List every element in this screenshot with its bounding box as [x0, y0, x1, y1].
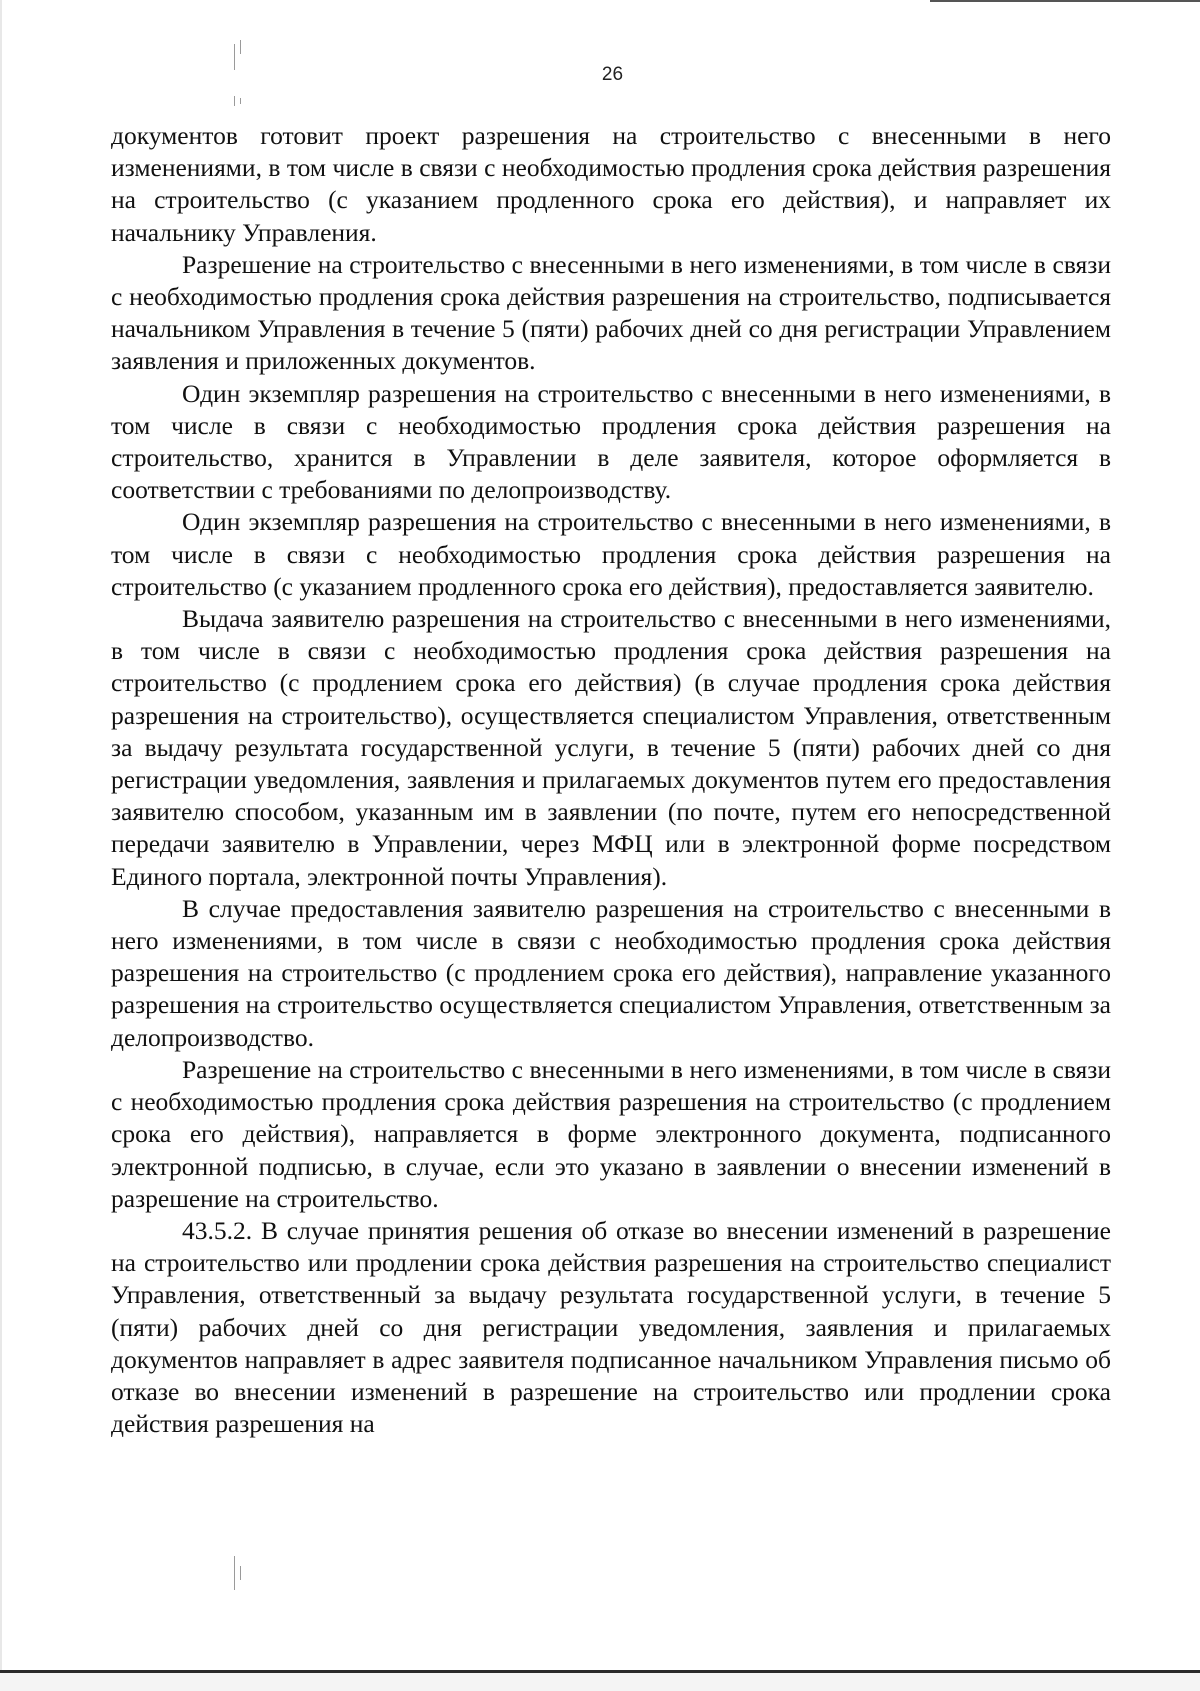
paragraph: 43.5.2. В случае принятия решения об отказе во внесении изменений в разрешение на строительство или продлении срока действия разрешения на строительство специалист Управления, ответственный за выдачу результата государственной услуги, в течение 5 (пяти) рабочих дней со дня регистрации уведомления, заявления и прилагаемых документов направляет в адрес заявителя подписанное начальником Управления письмо об отказе во внесении изменений в разрешение на строительство или продлении срока действия разрешения на [111, 1215, 1111, 1439]
scan-bottom-margin [0, 1673, 1200, 1691]
paragraph: Разрешение на строительство с внесенными в него изменениями, в том числе в связи с необходимостью продления срока действия разрешения на строительство, подписывается начальником Управления в течение 5 (пяти) рабочих дней со дня регистрации Управлением заявления и приложенных документов. [111, 249, 1111, 376]
paragraph: Один экземпляр разрешения на строительство с внесенными в него изменениями, в том числе в связи с необходимостью продления срока действия разрешения на строительство (с указанием продленного срока его действия), предоставляется заявителю. [111, 507, 1111, 601]
paragraph: Один экземпляр разрешения на строительство с внесенными в него изменениями, в том числе в связи с необходимостью продления срока действия разрешения на строительство, хранится в Управлении в деле заявителя, которое оформляется в соответствии с требованиями по делопроизводству. [111, 378, 1111, 505]
scan-speck [234, 1556, 235, 1590]
paragraph: Разрешение на строительство с внесенными в него изменениями, в том числе в связи с необходимостью продления срока действия разрешения на строительство (с продлением срока его действия), направляется в форме электронного документа, подписанного электронной подписью, в случае, если это указано в заявлении о внесении изменений в разрешение на строительство. [111, 1054, 1111, 1213]
paragraph: В случае предоставления заявителю разрешения на строительство с внесенными в него изменениями, в том числе в связи с необходимостью продления срока действия разрешения на строительство (с продлением срока его действия), направление указанного разрешения на строительство осуществляется специалистом Управления, ответственным за делопроизводство. [111, 893, 1111, 1052]
scan-speck [240, 1566, 241, 1580]
paragraph: документов готовит проект разрешения на строительство с внесенными в него изменениями, в том числе в связи с необходимостью продления срока действия разрешения на строительство (с указанием продленного срока его действия), и направляет их начальнику Управления. [111, 121, 1111, 247]
page-number: 26 [601, 64, 624, 85]
document-body [111, 120, 1111, 1440]
scan-speck [234, 96, 235, 106]
scan-left-edge [0, 0, 2, 1691]
scan-speck [240, 98, 241, 104]
paragraph: Выдача заявителю разрешения на строительство с внесенными в него изменениями, в том числе в связи с необходимостью продления срока действия разрешения на строительство (с продлением срока его действия) (в случае продления срока действия разрешения на строительство), осуществляется специалистом Управления, ответственным за выдачу результата государственной услуги, в течение 5 (пяти) рабочих дней со дня регистрации уведомления, заявления и прилагаемых документов путем его предоставления заявителю способом, указанным им в заявлении (по почте, путем его непосредственной передачи заявителю в Управлении, через МФЦ или в электронной форме посредством Единого портала, электронной почты Управления). [111, 604, 1111, 891]
scan-speck [240, 40, 241, 54]
scan-top-edge-line [930, 0, 1200, 2]
